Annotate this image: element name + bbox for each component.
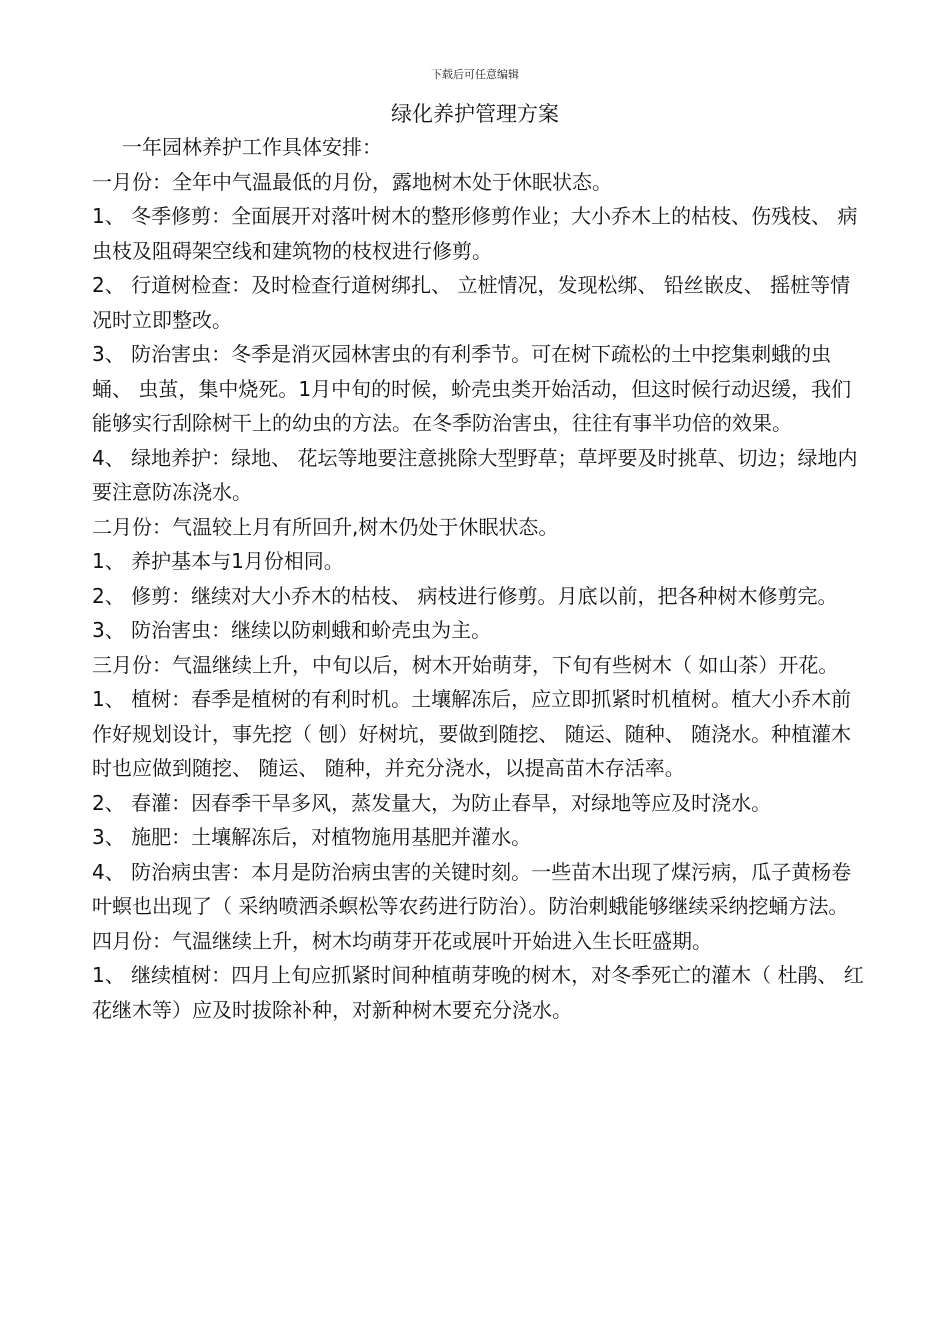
document-body xyxy=(92,130,870,1027)
paragraph-feb-2: 2、 修剪：继续对大小乔木的枯枝、 病枝进行修剪。月底以前，把各种树木修剪完。 xyxy=(92,583,838,608)
header-note: 下载后可任意编辑 xyxy=(431,68,519,81)
paragraph-mar-4: 4、 防治病虫害：本月是防治病虫害的关键时刻。一些苗木出现了煤污病，瓜子黄杨卷叶螟也出现了（ 采纳喷洒杀螟松等农药进行防治）。防治刺蛾能够继续采纳挖蛹方法。 xyxy=(92,859,852,918)
paragraph-mar-heading: 三月份：气温继续上升，中旬以后，树木开始萌芽，下旬有些树木（ 如山茶）开花。 xyxy=(92,652,839,677)
paragraph-apr-1: 1、 继续植树：四月上旬应抓紧时间种植萌芽晚的树木，对冬季死亡的灌木（ 杜鹃、 红花继木等）应及时拔除补种，对新种树木要充分浇水。 xyxy=(92,963,864,1022)
intro-paragraph: 一年园林养护工作具体安排： xyxy=(122,135,382,159)
paragraph-jan-1: 1、 冬季修剪：全面展开对落叶树木的整形修剪作业；大小乔木上的枯枝、伤残枝、 病虫枝及阻碍架空线和建筑物的枝杈进行修剪。 xyxy=(92,204,858,263)
paragraph-feb-1: 1、 养护基本与1月份相同。 xyxy=(92,549,344,573)
paragraph-mar-3: 3、 施肥：土壤解冻后，对植物施用基肥并灌水。 xyxy=(92,825,532,849)
paragraph-apr-heading: 四月份：气温继续上升，树木均萌芽开花或展叶开始进入生长旺盛期。 xyxy=(92,928,712,953)
paragraph-mar-1: 1、 植树：春季是植树的有利时机。土壤解冻后，应立即抓紧时机植树。植大小乔木前作好规划设计，事先挖（ 刨）好树坑，要做到随挖、 随运、随种、 随浇水。种植灌木时也应做到随挖、 随运、 随种，并充分浇水，以提高苗木存活率。 xyxy=(92,687,852,780)
paragraph-jan-2: 2、 行道树检查：及时检查行道树绑扎、 立桩情况，发现松绑、 铅丝嵌皮、 摇桩等情况时立即整改。 xyxy=(92,273,851,332)
paragraph-jan-heading: 一月份：全年中气温最低的月份，露地树木处于休眠状态。 xyxy=(92,169,612,194)
paragraph-jan-4: 4、 绿地养护：绿地、 花坛等地要注意挑除大型野草；草坪要及时挑草、切边；绿地内要注意防冻浇水。 xyxy=(92,445,858,504)
paragraph-mar-2: 2、 春灌：因春季干旱多风，蒸发量大，为防止春旱，对绿地等应及时浇水。 xyxy=(92,790,772,815)
paragraph-feb-heading: 二月份：气温较上月有所回升,树木仍处于休眠状态。 xyxy=(92,514,559,539)
paragraph-feb-3: 3、 防治害虫：继续以防刺蛾和蚧壳虫为主。 xyxy=(92,618,492,642)
document-title: 绿化养护管理方案 xyxy=(391,102,559,126)
paragraph-jan-3: 3、 防治害虫：冬季是消灭园林害虫的有利季节。可在树下疏松的土中挖集刺蛾的虫蛹、 虫茧，集中烧死。1月中旬的时候，蚧壳虫类开始活动，但这时候行动迟缓，我们能够实行刮除树干上的幼虫的方法。在冬季防治害虫，往往有事半功倍的效果。 xyxy=(92,342,852,435)
